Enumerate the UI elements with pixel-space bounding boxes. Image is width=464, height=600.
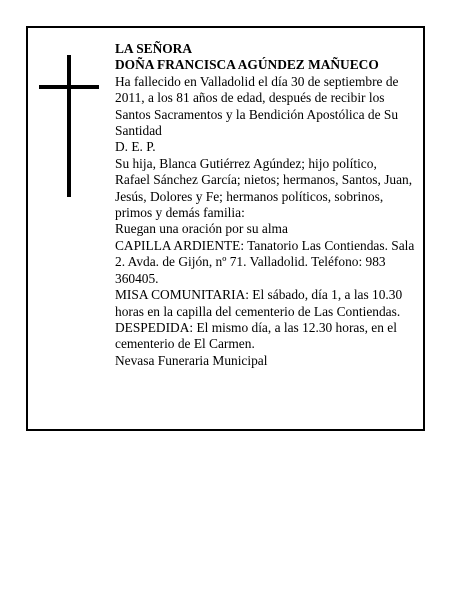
funeral-home: Nevasa Funeraria Municipal (115, 352, 268, 368)
death-announcement: Ha fallecido en Valladolid el día 30 de septiembre de 2011, a los 81 años de edad, después de recibir los Santos Sacramentos y la Bendición Apostólica de Su Santidad (115, 73, 399, 139)
rest-in-peace: D. E. P. (115, 139, 156, 155)
notice-heading: LA SEÑORA (115, 41, 193, 56)
cross-vertical-bar (67, 55, 71, 197)
family-list: Su hija, Blanca Gutiérrez Agúndez; hijo político, Rafael Sánchez García; nietos; hermanos, Santos, Juan, Jesús, Dolores y Fe; hermanos políticos, sobrinos, primos y demás familia: (115, 155, 413, 221)
cross-horizontal-bar (39, 85, 99, 89)
obituary-notice (26, 26, 425, 431)
cross-icon (39, 55, 99, 197)
mass-info: MISA COMUNITARIA: El sábado, día 1, a las 10.30 horas en la capilla del cementerio de Las Contiendas. (115, 287, 403, 319)
prayer-request: Ruegan una oración por su alma (115, 221, 288, 237)
chapel-info: CAPILLA ARDIENTE: Tanatorio Las Contiendas. Sala 2. Avda. de Gijón, nº 71. Valladolid. Teléfono: 983 360405. (115, 237, 415, 286)
notice-text-block (115, 41, 415, 369)
deceased-name: DOÑA FRANCISCA AGÚNDEZ MAÑUECO (115, 57, 379, 73)
farewell-info: DESPEDIDA: El mismo día, a las 12.30 horas, en el cementerio de El Carmen. (115, 319, 397, 352)
